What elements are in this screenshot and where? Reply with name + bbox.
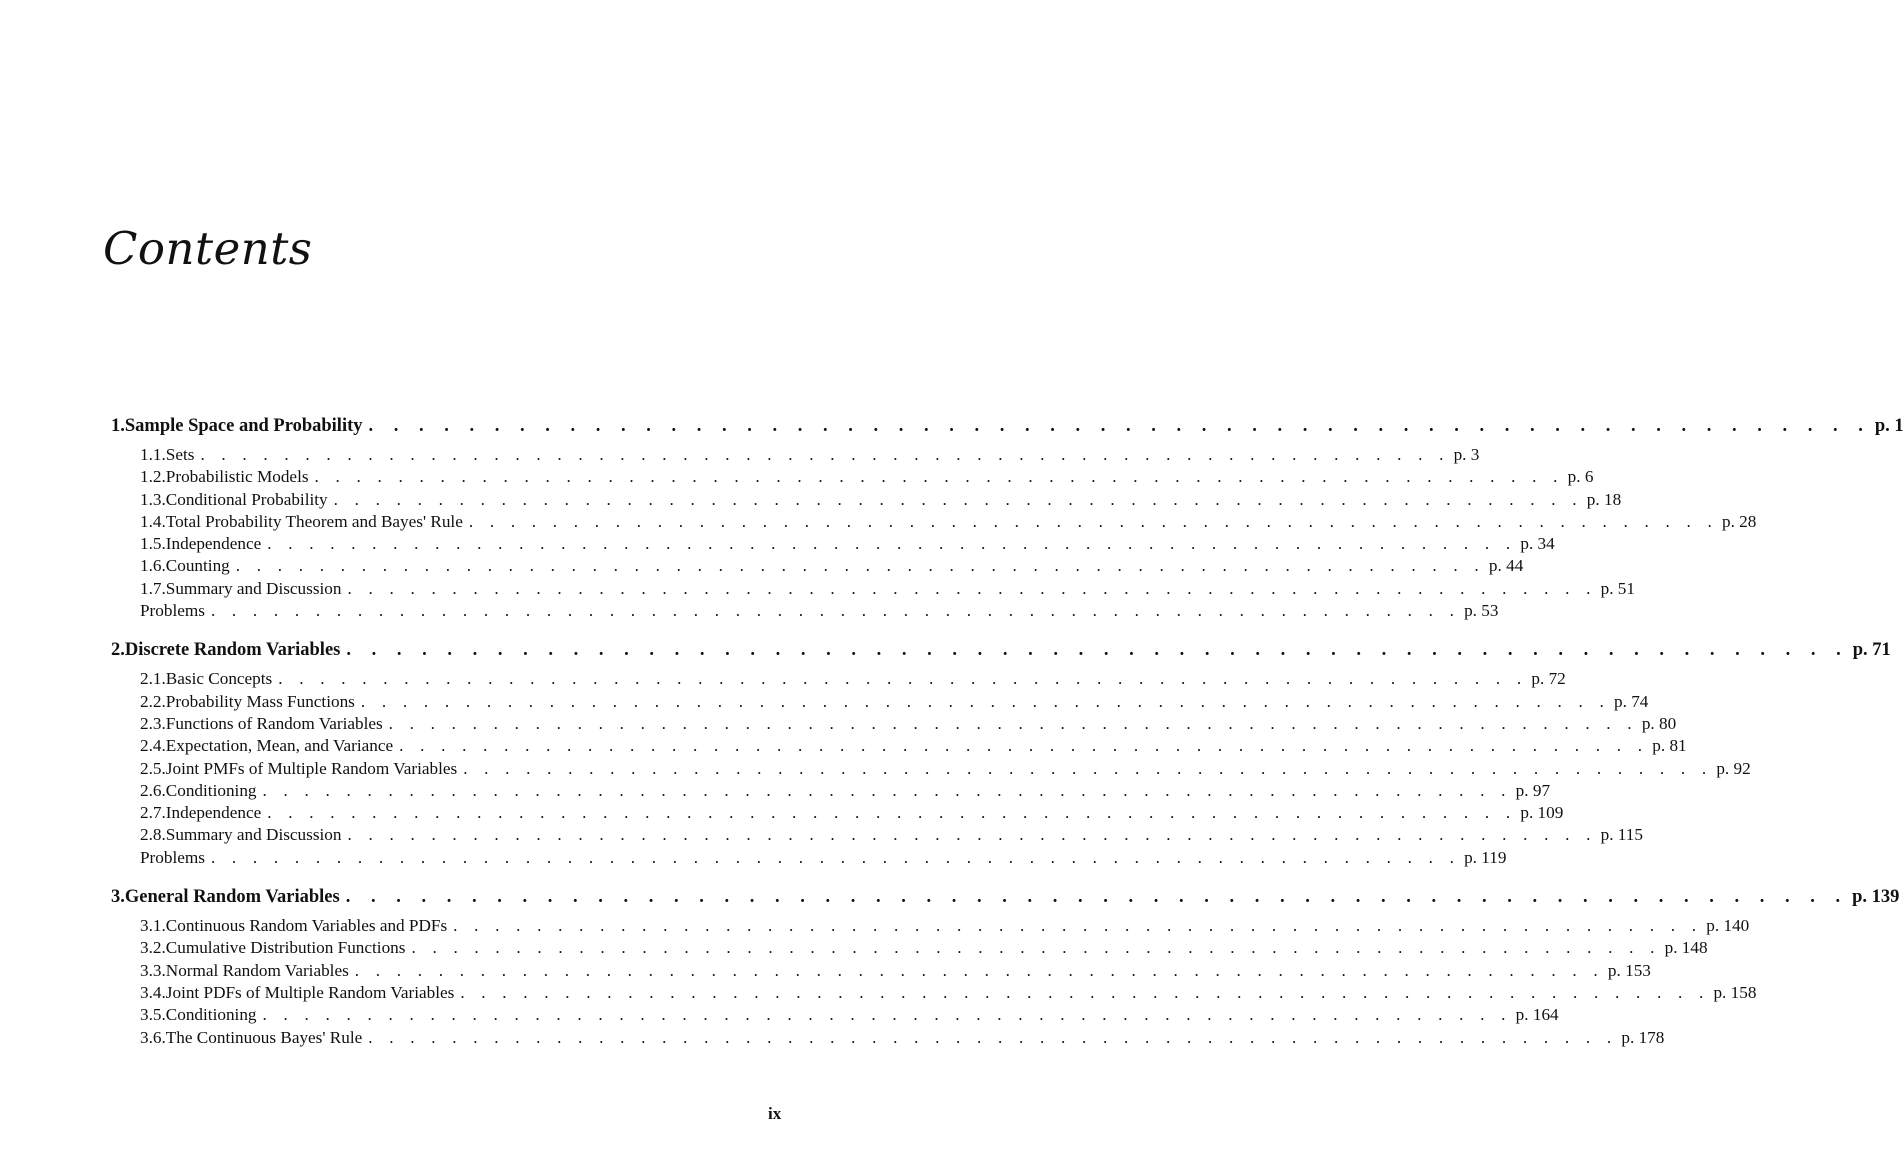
section-page: p. 53 bbox=[1464, 601, 1499, 621]
section-number: 1.4. bbox=[140, 511, 166, 531]
section-page: p. 92 bbox=[1716, 758, 1751, 778]
toc-entry[interactable] bbox=[140, 736, 1687, 758]
section-title: Cumulative Distribution Functions bbox=[165, 938, 406, 958]
section-number: 1.2. bbox=[140, 467, 166, 487]
section-number: 2.6. bbox=[140, 780, 166, 800]
section-title: Summary and Discussion bbox=[165, 825, 342, 845]
section-number: 2.8. bbox=[140, 825, 166, 845]
toc-entry[interactable] bbox=[140, 803, 1564, 825]
section-title: Summary and Discussion bbox=[165, 578, 342, 598]
chapter-1 bbox=[111, 416, 1904, 623]
section-title: Functions of Random Variables bbox=[165, 713, 383, 733]
chapter-3 bbox=[111, 887, 1900, 1050]
toc-entry[interactable] bbox=[140, 1005, 1559, 1027]
section-title: Probabilistic Models bbox=[165, 467, 309, 487]
section-number: 1.5. bbox=[140, 534, 166, 554]
section-title: Sets bbox=[165, 445, 195, 464]
section-page: p. 80 bbox=[1641, 713, 1677, 733]
section-number: 2.2. bbox=[140, 691, 166, 711]
dot-leader: . . . . . . . . . . . . . . . . . . . . . . . . . . . . . . . . . . . . . . . . . . . . . . . . . . . . . . . . . . . . bbox=[463, 758, 1713, 778]
section-list bbox=[111, 916, 1757, 1050]
toc-entry[interactable] bbox=[140, 691, 1649, 714]
section-page: p. 74 bbox=[1614, 691, 1649, 711]
section-number: 2.3. bbox=[140, 713, 166, 733]
section-page: p. 140 bbox=[1706, 916, 1750, 936]
section-page: p. 28 bbox=[1721, 511, 1757, 531]
toc-entry[interactable] bbox=[140, 489, 1622, 512]
section-number: 2.7. bbox=[140, 803, 166, 823]
toc-entry[interactable] bbox=[140, 780, 1551, 803]
dot-leader: . . . . . . . . . . . . . . . . . . . . . . . . . . . . . . . . . . . . . . . . . . . . . . . . . . . . . . . . . . . . bbox=[347, 578, 1597, 598]
dot-leader: . . . . . . . . . . . . . . . . . . . . . . . . . . . . . . . . . . . . . . . . . . . . . . . . . . . . . . . . . . . . bbox=[345, 887, 1849, 908]
section-number: 1.3. bbox=[140, 489, 166, 509]
dot-leader: . . . . . . . . . . . . . . . . . . . . . . . . . . . . . . . . . . . . . . . . . . . . . . . . . . . . . . . . . . . . bbox=[210, 601, 1461, 621]
section-title: Problems bbox=[140, 847, 205, 867]
chapter-number: 1. bbox=[111, 416, 125, 436]
dot-leader: . . . . . . . . . . . . . . . . . . . . . . . . . . . . . . . . . . . . . . . . . . . . . . . . . . . . . . . . . . . . bbox=[267, 534, 1517, 554]
chapter-page: p. 139 bbox=[1852, 887, 1900, 908]
dot-leader: . . . . . . . . . . . . . . . . . . . . . . . . . . . . . . . . . . . . . . . . . . . . . . . . . . . . . . . . . . . . bbox=[411, 938, 1661, 958]
table-of-contents bbox=[111, 416, 1904, 1067]
section-page: p. 115 bbox=[1600, 825, 1643, 845]
chapter-2 bbox=[111, 640, 1891, 870]
dot-leader: . . . . . . . . . . . . . . . . . . . . . . . . . . . . . . . . . . . . . . . . . . . . . . . . . . . . . . . . . . . . bbox=[399, 736, 1649, 756]
toc-entry[interactable] bbox=[140, 938, 1708, 960]
chapter-title: Discrete Random Variables bbox=[124, 640, 341, 661]
section-page: p. 72 bbox=[1531, 669, 1566, 689]
section-page: p. 18 bbox=[1586, 489, 1622, 509]
section-page: p. 34 bbox=[1520, 534, 1555, 554]
dot-leader: . . . . . . . . . . . . . . . . . . . . . . . . . . . . . . . . . . . . . . . . . . . . . . . . . . . . . . . . . . . . bbox=[460, 982, 1710, 1002]
section-page: p. 97 bbox=[1515, 780, 1551, 800]
section-page: p. 3 bbox=[1453, 445, 1480, 464]
dot-leader: . . . . . . . . . . . . . . . . . . . . . . . . . . . . . . . . . . . . . . . . . . . . . . . . . . . . . . . . . . . . bbox=[333, 489, 1583, 509]
page-number: ix bbox=[768, 1104, 782, 1123]
dot-leader: . . . . . . . . . . . . . . . . . . . . . . . . . . . . . . . . . . . . . . . . . . . . . . . . . . . . . . . . . . . . bbox=[388, 713, 1638, 733]
section-page: p. 148 bbox=[1664, 938, 1708, 958]
section-number: 2.4. bbox=[140, 736, 166, 756]
page-title: Contents bbox=[103, 222, 313, 275]
section-number: 1.6. bbox=[140, 556, 166, 576]
chapter-heading[interactable] bbox=[111, 640, 1891, 669]
section-title: The Continuous Bayes' Rule bbox=[165, 1027, 363, 1047]
section-title: Conditioning bbox=[165, 1005, 257, 1025]
dot-leader: . . . . . . . . . . . . . . . . . . . . . . . . . . . . . . . . . . . . . . . . . . . . . . . . . . . . . . . . . . . . bbox=[453, 916, 1703, 936]
section-page: p. 6 bbox=[1567, 467, 1594, 487]
section-page: p. 119 bbox=[1464, 847, 1507, 867]
section-title: Continuous Random Variables and PDFs bbox=[165, 916, 448, 936]
dot-leader: . . . . . . . . . . . . . . . . . . . . . . . . . . . . . . . . . . . . . . . . . . . . . . . . . . . . . . . . . . . . bbox=[235, 556, 1485, 576]
section-title: Problems bbox=[140, 601, 205, 621]
toc-entry[interactable] bbox=[140, 713, 1677, 736]
section-number: 3.5. bbox=[140, 1005, 166, 1025]
chapter-heading[interactable] bbox=[111, 887, 1900, 916]
section-page: p. 81 bbox=[1652, 736, 1687, 756]
toc-entry[interactable] bbox=[140, 445, 1480, 467]
section-number: 3.6. bbox=[140, 1027, 166, 1047]
section-page: p. 164 bbox=[1515, 1005, 1559, 1025]
dot-leader: . . . . . . . . . . . . . . . . . . . . . . . . . . . . . . . . . . . . . . . . . . . . . . . . . . . . . . . . . . . . bbox=[354, 960, 1604, 980]
section-title: Joint PDFs of Multiple Random Variables bbox=[165, 982, 455, 1002]
dot-leader: . . . . . . . . . . . . . . . . . . . . . . . . . . . . . . . . . . . . . . . . . . . . . . . . . . . . . . . . . . . . bbox=[368, 1027, 1618, 1047]
dot-leader: . . . . . . . . . . . . . . . . . . . . . . . . . . . . . . . . . . . . . . . . . . . . . . . . . . . . . . . . . . . . bbox=[347, 825, 1597, 845]
section-page: p. 109 bbox=[1520, 803, 1564, 823]
toc-entry[interactable] bbox=[140, 758, 1751, 781]
toc-entry[interactable] bbox=[140, 847, 1507, 870]
dot-leader: . . . . . . . . . . . . . . . . . . . . . . . . . . . . . . . . . . . . . . . . . . . . . . . . . . . . . . . . . . . . bbox=[278, 669, 1528, 689]
section-title: Normal Random Variables bbox=[165, 960, 349, 980]
toc-entry[interactable] bbox=[140, 669, 1566, 691]
dot-leader: . . . . . . . . . . . . . . . . . . . . . . . . . . . . . . . . . . . . . . . . . . . . . . . . . . . . . . . . . . . . bbox=[262, 1005, 1512, 1025]
chapter-number: 2. bbox=[111, 640, 125, 661]
section-number: 3.4. bbox=[140, 982, 166, 1002]
toc-entry[interactable] bbox=[140, 982, 1757, 1005]
section-number: 3.1. bbox=[140, 916, 166, 936]
chapter-title: General Random Variables bbox=[124, 887, 340, 908]
section-title: Conditional Probability bbox=[165, 489, 328, 509]
section-number: 2.1. bbox=[140, 669, 166, 689]
section-page: p. 44 bbox=[1488, 556, 1524, 576]
toc-entry[interactable] bbox=[140, 960, 1651, 983]
dot-leader: . . . . . . . . . . . . . . . . . . . . . . . . . . . . . . . . . . . . . . . . . . . . . . . . . . . . . . . . . . . . bbox=[262, 780, 1512, 800]
section-number: 3.2. bbox=[140, 938, 166, 958]
section-title: Counting bbox=[165, 556, 230, 576]
section-title: Expectation, Mean, and Variance bbox=[165, 736, 394, 756]
toc-entry[interactable] bbox=[140, 916, 1750, 938]
toc-entry[interactable] bbox=[140, 556, 1524, 578]
dot-leader: . . . . . . . . . . . . . . . . . . . . . . . . . . . . . . . . . . . . . . . . . . . . . . . . . . . . . . . . . . . . bbox=[200, 445, 1450, 464]
toc-entry[interactable] bbox=[140, 578, 1635, 601]
section-title: Joint PMFs of Multiple Random Variables bbox=[165, 758, 458, 778]
chapter-title: Sample Space and Probability bbox=[124, 416, 363, 436]
section-page: p. 178 bbox=[1621, 1027, 1665, 1047]
toc-entry[interactable] bbox=[140, 534, 1555, 556]
toc-entry[interactable] bbox=[140, 1027, 1665, 1050]
section-title: Basic Concepts bbox=[165, 669, 273, 689]
section-title: Total Probability Theorem and Bayes' Rule bbox=[165, 511, 463, 531]
section-number: 1.1. bbox=[140, 445, 166, 464]
dot-leader: . . . . . . . . . . . . . . . . . . . . . . . . . . . . . . . . . . . . . . . . . . . . . . . . . . . . . . . . . . . . bbox=[360, 691, 1610, 711]
section-page: p. 158 bbox=[1713, 982, 1757, 1002]
section-list bbox=[111, 445, 1757, 623]
section-title: Independence bbox=[165, 534, 262, 554]
chapter-heading[interactable] bbox=[111, 416, 1904, 445]
section-title: Probability Mass Functions bbox=[165, 691, 355, 711]
toc-entry[interactable] bbox=[140, 825, 1643, 847]
chapter-page: p. 71 bbox=[1852, 640, 1891, 661]
dot-leader: . . . . . . . . . . . . . . . . . . . . . . . . . . . . . . . . . . . . . . . . . . . . . . . . . . . . . . . . . . . . bbox=[346, 640, 1849, 661]
section-number: 2.5. bbox=[140, 758, 166, 778]
chapter-page: p. 1 bbox=[1874, 416, 1904, 436]
toc-entry[interactable] bbox=[140, 601, 1499, 623]
dot-leader: . . . . . . . . . . . . . . . . . . . . . . . . . . . . . . . . . . . . . . . . . . . . . . . . . . . . . . . . . . . . bbox=[368, 416, 1871, 436]
section-list bbox=[111, 669, 1751, 870]
toc-entry[interactable] bbox=[140, 467, 1594, 489]
dot-leader: . . . . . . . . . . . . . . . . . . . . . . . . . . . . . . . . . . . . . . . . . . . . . . . . . . . . . . . . . . . . bbox=[210, 847, 1461, 867]
section-number: 1.7. bbox=[140, 578, 166, 598]
section-title: Independence bbox=[165, 803, 262, 823]
section-number: 3.3. bbox=[140, 960, 166, 980]
section-page: p. 51 bbox=[1600, 578, 1635, 598]
toc-entry[interactable] bbox=[140, 511, 1757, 534]
chapter-number: 3. bbox=[111, 887, 125, 908]
section-title: Conditioning bbox=[165, 780, 257, 800]
dot-leader: . . . . . . . . . . . . . . . . . . . . . . . . . . . . . . . . . . . . . . . . . . . . . . . . . . . . . . . . . . . . bbox=[468, 511, 1718, 531]
section-page: p. 153 bbox=[1607, 960, 1651, 980]
dot-leader: . . . . . . . . . . . . . . . . . . . . . . . . . . . . . . . . . . . . . . . . . . . . . . . . . . . . . . . . . . . . bbox=[267, 803, 1517, 823]
dot-leader: . . . . . . . . . . . . . . . . . . . . . . . . . . . . . . . . . . . . . . . . . . . . . . . . . . . . . . . . . . . . bbox=[314, 467, 1564, 487]
